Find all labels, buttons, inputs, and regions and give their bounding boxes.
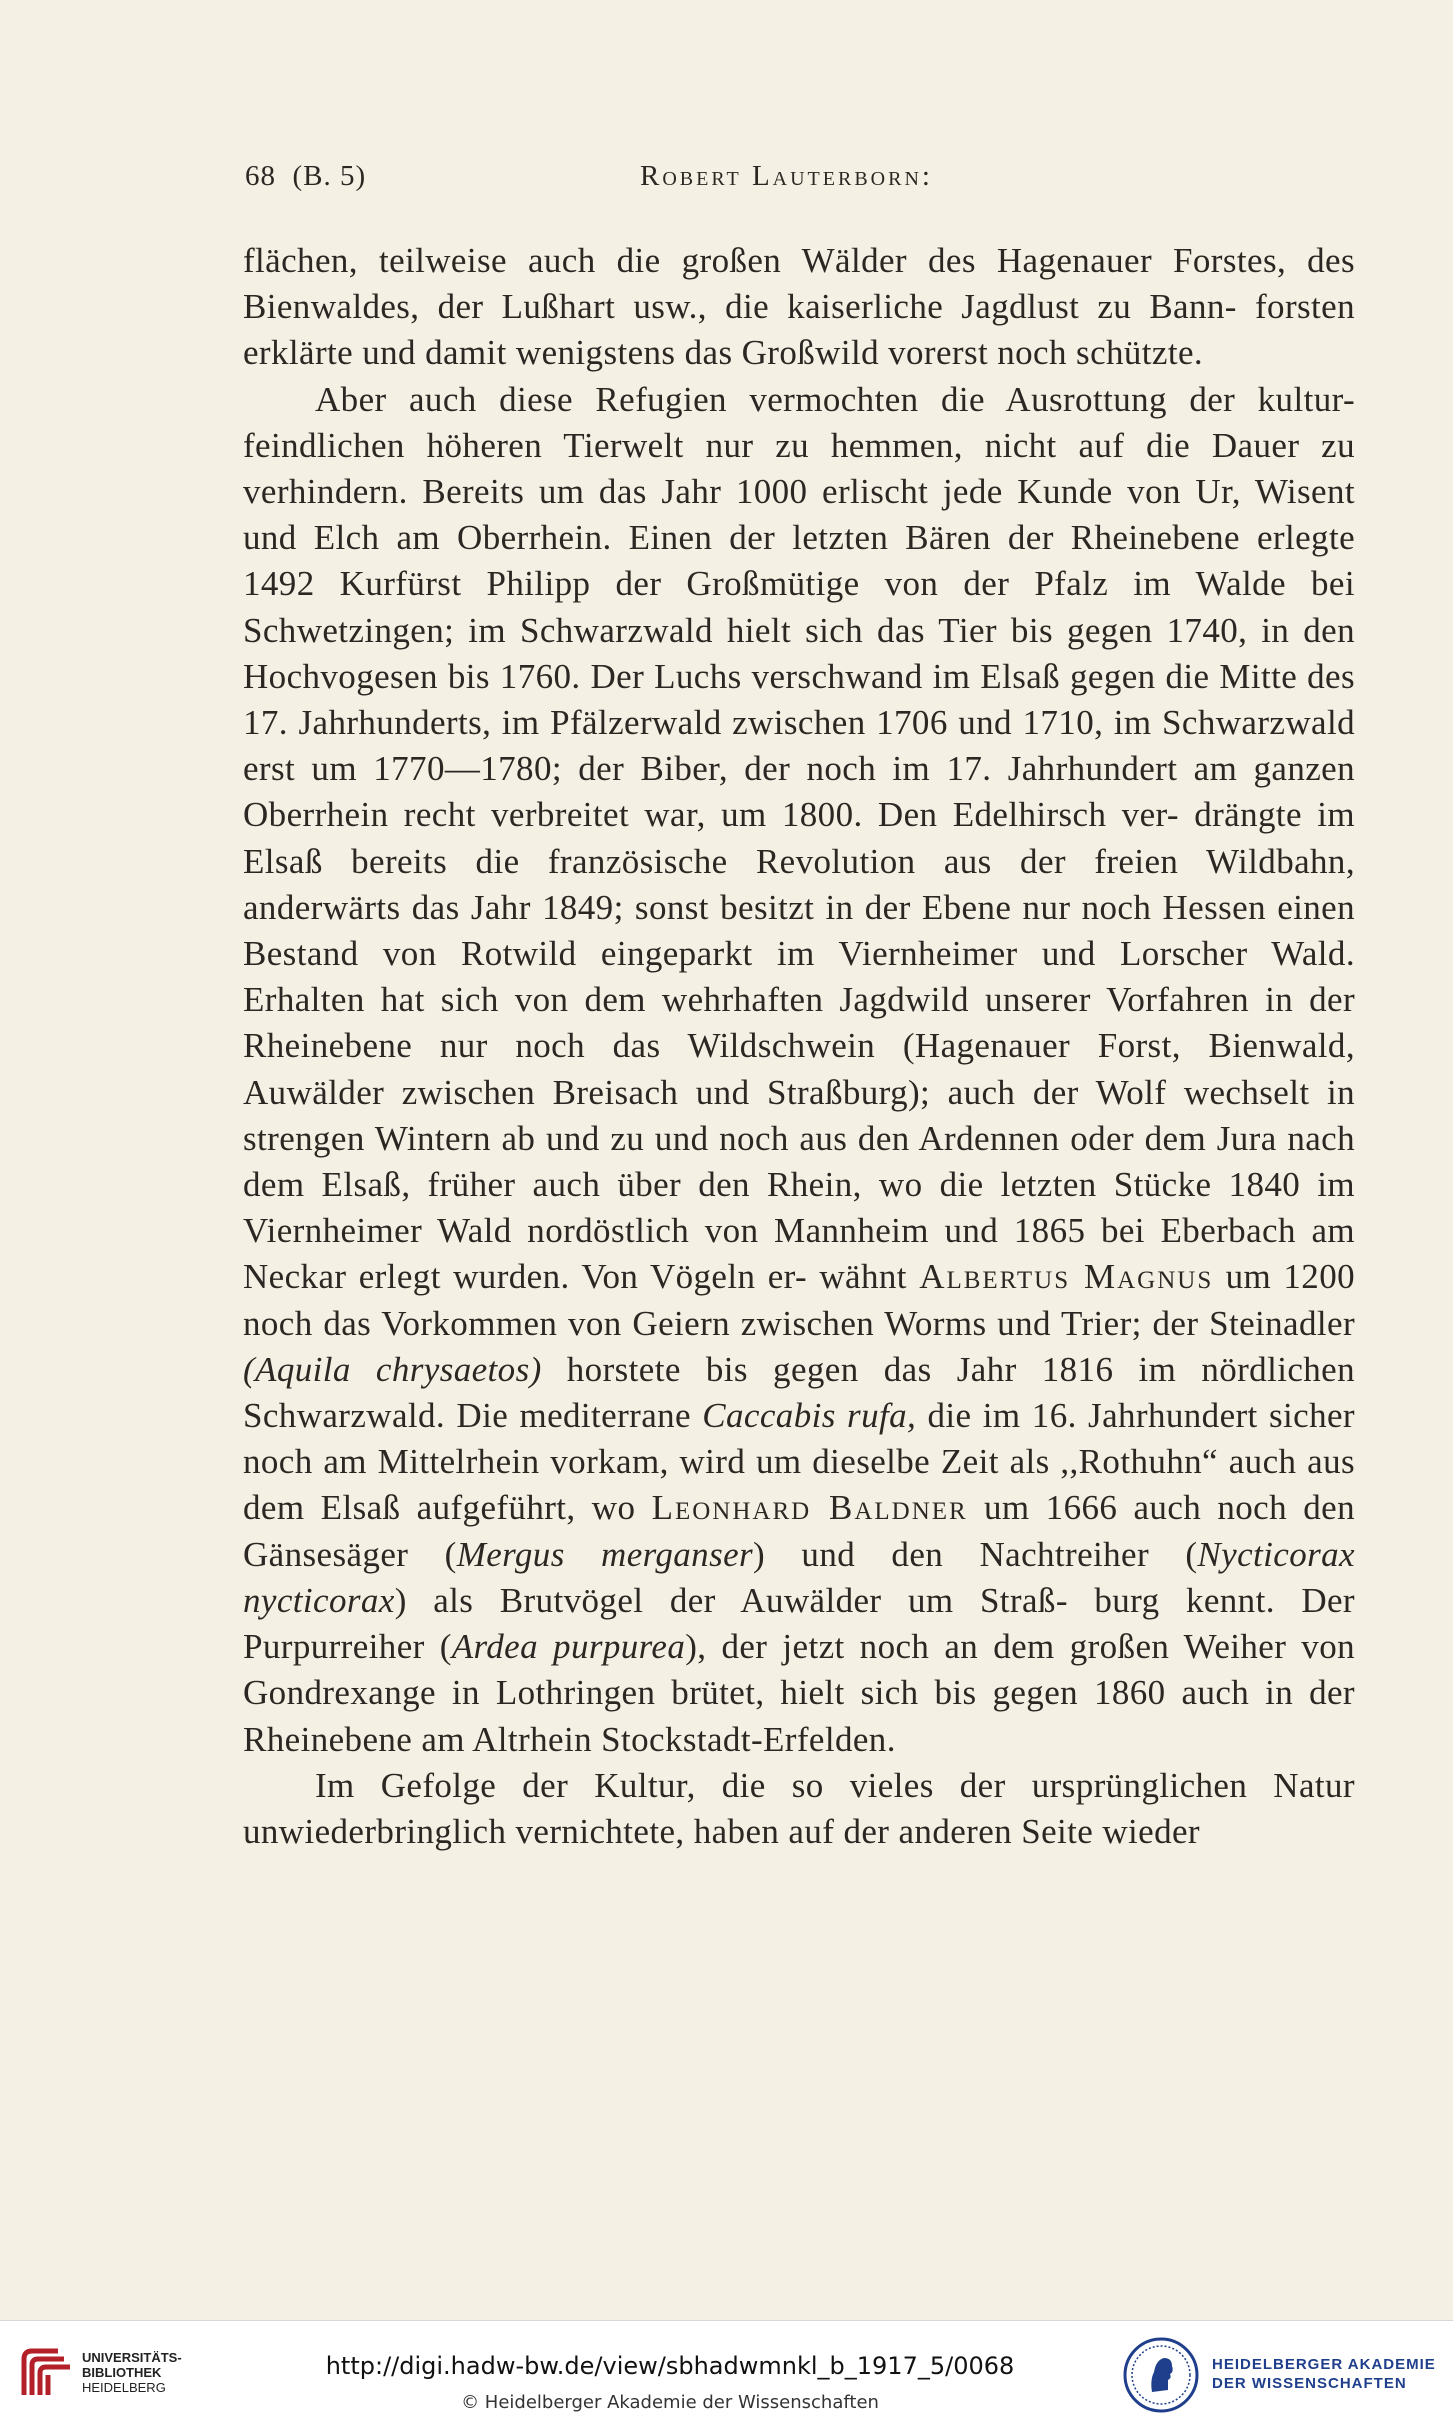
library-name-line: BIBLIOTHEK — [82, 2365, 162, 2380]
paragraph-3: Im Gefolge der Kultur, die so vieles der ursprünglichen Natur unwiederbringlich vernichtete, haben auf der anderen Seite wieder — [243, 1765, 1355, 1851]
body-text — [243, 238, 1355, 1855]
text-run: ) und den Nachtreiher ( — [753, 1534, 1198, 1574]
person-name-baldner: Leonhard Baldner — [651, 1488, 968, 1528]
running-head-author: Robert Lauterborn: — [640, 160, 933, 192]
text-run: horstete bis gegen das Jahr 1816 im nördlichen Schwarzwald. Die mediterrane — [243, 1349, 1355, 1436]
academy-name — [1212, 2355, 1442, 2393]
species-name-aquila: (Aquila chrysaetos) — [243, 1349, 542, 1389]
paragraph-2 — [243, 377, 1355, 1763]
species-name-mergus: Mergus merganser — [456, 1534, 754, 1574]
library-name-line: UNIVERSITÄTS- — [82, 2350, 182, 2365]
academy-seal-icon — [1122, 2336, 1200, 2414]
permalink-url[interactable]: http://digi.hadw-bw.de/view/sbhadwmnkl_b_1917_5/0068 — [325, 2352, 1015, 2380]
ub-heidelberg-logo-icon — [18, 2345, 74, 2401]
page-number-value: 68 — [245, 160, 276, 192]
text-run: um 1666 auch noch den Gänsesäger ( — [243, 1488, 1355, 1574]
running-head — [245, 160, 1355, 200]
text-line: forsten erklärte und damit wenigstens das Großwild vorerst noch — [243, 287, 1355, 373]
academy-name-line: DER WISSENSCHAFTEN — [1212, 2375, 1407, 2392]
text-line: schützte. — [1076, 333, 1204, 373]
text-run: die im 16. Jahrhundert sicher noch am Mittelrhein vorkam, wird um dieselbe Zeit als ,,Rothuhn“ auch aus dem Elsaß aufgeführt, wo — [243, 1396, 1355, 1528]
text-line: flächen, teilweise auch die großen Wälder des Hagenauer Forstes, — [243, 241, 1287, 280]
person-name-albertus: Albertus Magnus — [919, 1257, 1214, 1297]
page-number — [245, 160, 366, 193]
academy-name-line: HEIDELBERGER AKADEMIE — [1212, 2356, 1436, 2373]
text-run: Aber auch diese Refugien vermochten die Ausrottung der kultur- feindlichen höheren Tierwelt nur zu hemmen, nicht auf die Dauer zu verhindern. Bereits um das Jahr 1000 erlischt jede Kunde von Ur, Wisent und Elch am Oberrhein. Einen der letzten Bären der Rheinebene erlegte 1492 Kurfürst Philipp der Großmütige von der Pfalz im Walde bei Schwetzingen; im Schwarzwald hielt sich das Tier bis gegen 1740, in den Hochvogesen bis 1760. Der Luchs verschwand im Elsaß gegen die Mitte des 17. Jahrhunderts, im Pfälzerwald zwischen 1706 und 1710, im Schwarzwald erst um 1770—1780; der Biber, der noch im 17. Jahrhundert am ganzen Oberrhein recht verbreitet war, um 1800. Den Edelhirsch ver- drängte im Elsaß bereits die französische Revolution aus der freien Wildbahn, anderwärts das Jahr 1849; sonst besitzt in der Ebene nur noch Hessen einen Bestand von Rotwild eingeparkt im Viernheimer und Lorscher Wald. Erhalten hat sich von dem wehrhaften Jagdwild unserer Vorfahren in der Rheinebene nur noch das Wildschwein (Hagenauer Forst, Bienwald, Auwälder zwischen Breisach und Straßburg); auch der Wolf wechselt in strengen Wintern ab und zu und noch aus den Ardennen oder dem Jura nach dem Elsaß, früher auch über den Rhein, wo die letzten Stücke 1840 im Viernheimer Wald nordöstlich von Mannheim und 1865 bei Eberbach am Neckar erlegt wurden. Von Vögeln er- wähnt — [243, 379, 1355, 1297]
series-reference: (B. 5) — [292, 160, 367, 192]
species-name-caccabis: Caccabis rufa, — [702, 1396, 917, 1436]
copyright-notice: © Heidelberger Akademie der Wissenschaften — [461, 2392, 879, 2413]
paragraph-1 — [243, 238, 1355, 377]
text-line: des Bienwaldes, der Lußhart usw., die kaiserliche Jagdlust zu Bann- — [243, 241, 1355, 327]
species-name-nycticorax: Nycticorax nycticorax — [243, 1534, 1355, 1620]
species-name-ardea: Ardea purpurea — [451, 1627, 686, 1667]
text-run: um 1200 noch das Vorkommen von Geiern zwischen Worms und Trier; der Steinadler — [243, 1257, 1355, 1343]
library-name-line: HEIDELBERG — [82, 2380, 166, 2395]
text-run: ) als Brutvögel der Auwälder um Straß- burg kennt. Der Purpurreiher ( — [243, 1580, 1355, 1667]
text-run: ), der jetzt noch an dem großen Weiher von Gondrexange in Lothringen brütet, hielt sich bis gegen 1860 auch in der Rheinebene am Altrhein Stockstadt-Erfelden. — [243, 1627, 1355, 1759]
library-name — [82, 2350, 222, 2395]
